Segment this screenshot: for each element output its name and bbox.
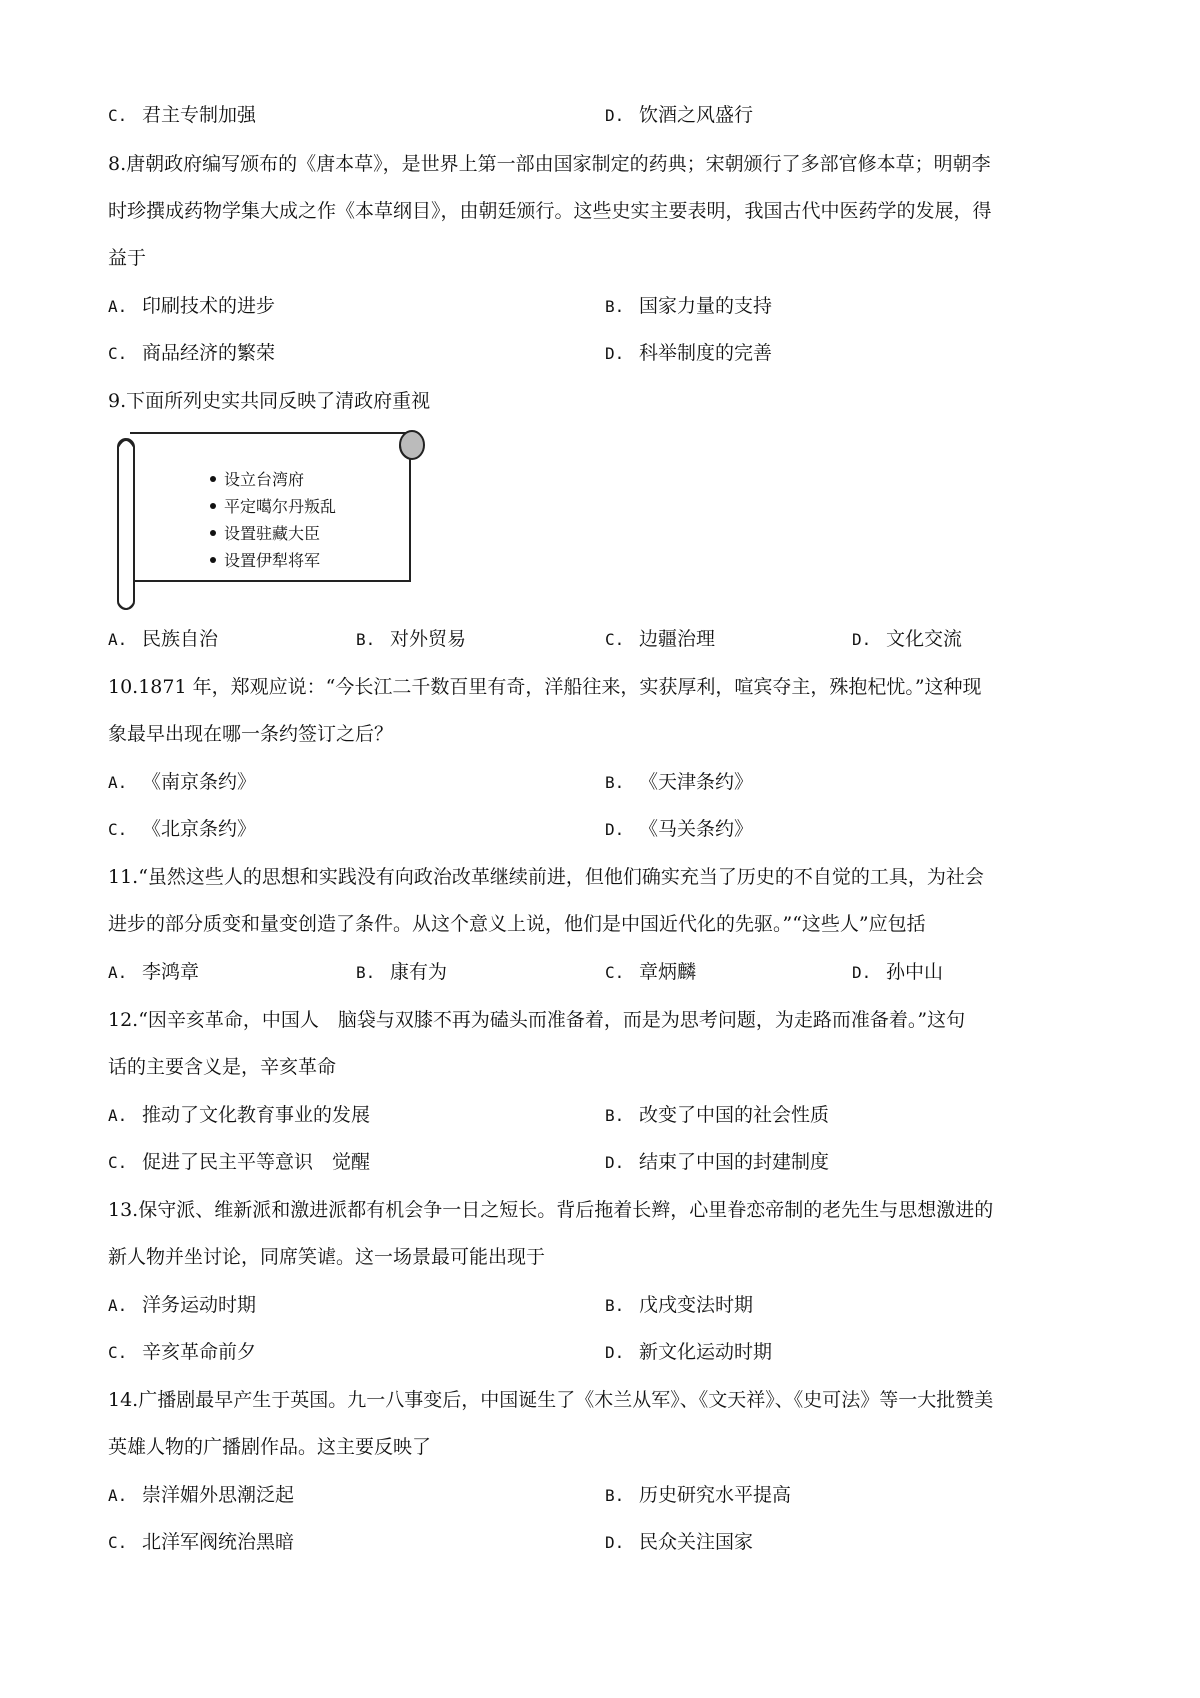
q8-option-a: A. 印刷技术的进步: [108, 295, 276, 317]
q8-stem-line: 8.唐朝政府编写颁布的《唐本草》，是世界上第一部由国家制定的药典；宋朝颁行了多部官修本草；明朝李: [108, 153, 991, 175]
q10-option-a: A. 《南京条约》: [108, 771, 257, 793]
q12-stem-line: 话的主要含义是，辛亥革命: [108, 1056, 337, 1078]
q11-option-d: D. 孙中山: [852, 961, 944, 983]
q12-option-a: A. 推动了文化教育事业的发展: [108, 1104, 371, 1126]
q8-stem-line: 益于: [108, 247, 147, 269]
q13-stem-line: 13.保守派、维新派和激进派都有机会争一日之短长。背后拖着长辫，心里眷恋帝制的老先生与思想激进的: [108, 1199, 994, 1221]
scroll-list-item: 平定噶尔丹叛乱: [210, 493, 336, 520]
q8-option-b: B. 国家力量的支持: [605, 295, 773, 317]
q12-option-c: C. 促进了民主平等意识 觉醒: [108, 1151, 371, 1173]
q13-option-d: D. 新文化运动时期: [605, 1341, 773, 1363]
q11-option-a: A. 李鸿章: [108, 961, 200, 983]
q11-stem-line: 11.“虽然这些人的思想和实践没有向政治改革继续前进，但他们确实充当了历史的不自觉的工具，为社会: [108, 866, 984, 888]
q11-option-b: B. 康有为: [356, 961, 448, 983]
bullet-icon: [210, 503, 216, 509]
q13-option-a: A. 洋务运动时期: [108, 1294, 257, 1316]
q9-option-c: C. 边疆治理: [605, 628, 716, 650]
scroll-list-item: 设置伊犁将军: [210, 547, 336, 574]
scroll-list: [210, 466, 336, 574]
q14-option-a: A. 崇洋媚外思潮泛起: [108, 1484, 295, 1506]
bullet-icon: [210, 530, 216, 536]
q10-option-d: D. 《马关条约》: [605, 818, 754, 840]
q11-option-c: C. 章炳麟: [605, 961, 697, 983]
q9-option-a: A. 民族自治: [108, 628, 219, 650]
q12-stem-line: 12.“因辛亥革命，中国人 脑袋与双膝不再为磕头而准备着，而是为思考问题，为走路而准备着。”这句: [108, 1009, 966, 1031]
q13-option-c: C. 辛亥革命前夕: [108, 1341, 257, 1363]
scroll-list-item: 设立台湾府: [210, 466, 336, 493]
q10-option-c: C. 《北京条约》: [108, 818, 257, 840]
q7-option-d: D. 饮酒之风盛行: [605, 104, 754, 126]
q14-stem-line: 英雄人物的广播剧作品。这主要反映了: [108, 1436, 432, 1458]
q9-option-b: B. 对外贸易: [356, 628, 467, 650]
q8-stem-line: 时珍撰成药物学集大成之作《本草纲目》，由朝廷颁行。这些史实主要表明，我国古代中医药学的发展，得: [108, 200, 992, 222]
q13-option-b: B. 戊戌变法时期: [605, 1294, 754, 1316]
q9-stem-line: 9.下面所列史实共同反映了清政府重视: [108, 390, 431, 412]
q14-option-b: B. 历史研究水平提高: [605, 1484, 792, 1506]
q10-option-b: B. 《天津条约》: [605, 771, 754, 793]
bullet-icon: [210, 476, 216, 482]
q14-option-c: C. 北洋军阀统治黑暗: [108, 1531, 295, 1553]
q12-option-d: D. 结束了中国的封建制度: [605, 1151, 830, 1173]
q13-stem-line: 新人物并坐讨论，同席笑谑。这一场景最可能出现于: [108, 1246, 546, 1268]
q14-option-d: D. 民众关注国家: [605, 1531, 754, 1553]
q14-stem-line: 14.广播剧最早产生于英国。九一八事变后，中国诞生了《木兰从军》、《文天祥》、《史可法》等一大批赞美: [108, 1389, 994, 1411]
q12-option-b: B. 改变了中国的社会性质: [605, 1104, 830, 1126]
q11-stem-line: 进步的部分质变和量变创造了条件。从这个意义上说，他们是中国近代化的先驱。”“这些人”应包括: [108, 913, 926, 935]
q7-option-c: C. 君主专制加强: [108, 104, 257, 126]
scroll-list-item: 设置驻藏大臣: [210, 520, 336, 547]
q8-option-d: D. 科举制度的完善: [605, 342, 773, 364]
q9-option-d: D. 文化交流: [852, 628, 963, 650]
bullet-icon: [210, 557, 216, 563]
q10-stem-line: 象最早出现在哪一条约签订之后？: [108, 723, 394, 745]
q10-stem-line: 10.1871 年，郑观应说：“今长江二千数百里有奇，洋船往来，实获厚利，喧宾夺主，殊抱杞忧。”这种现: [108, 676, 982, 698]
q8-option-c: C. 商品经济的繁荣: [108, 342, 276, 364]
